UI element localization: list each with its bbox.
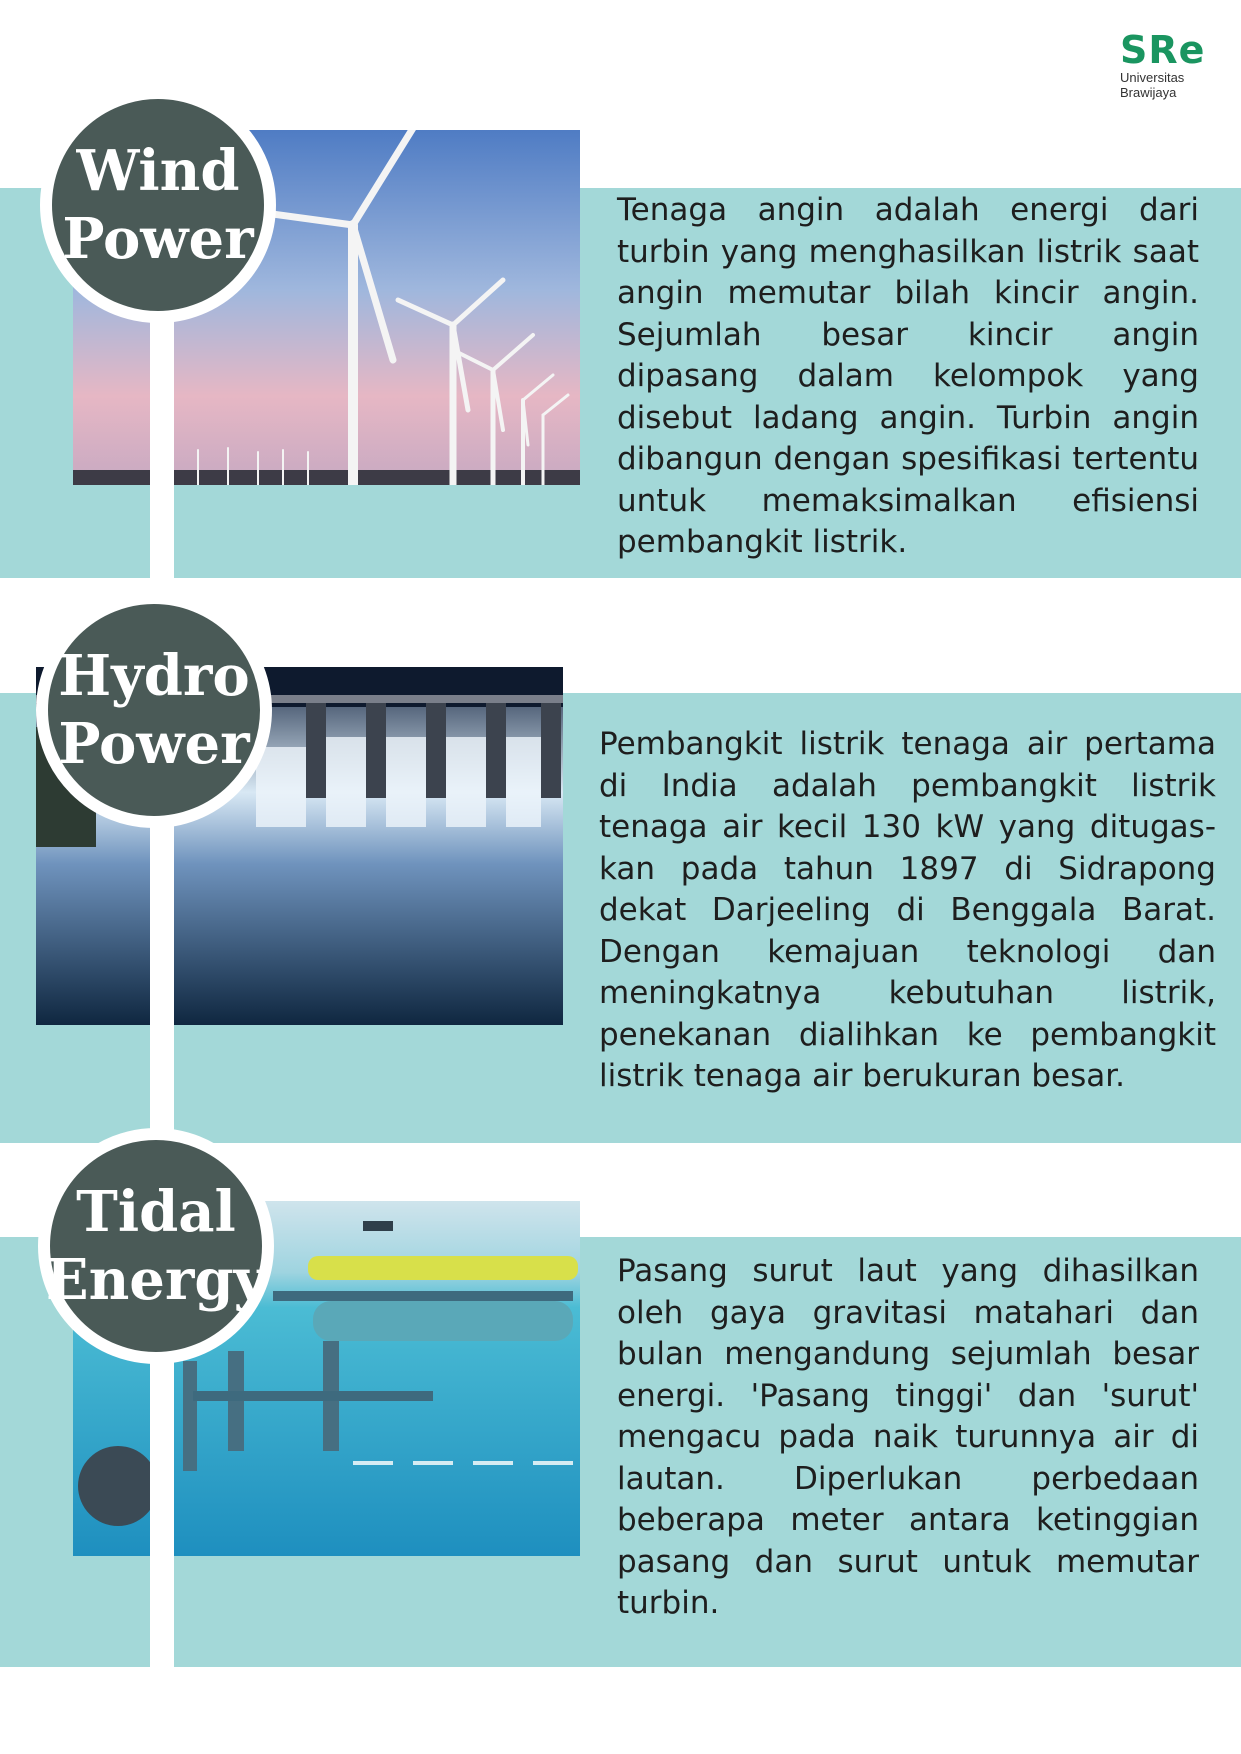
tidal-title-circle [38,1128,274,1364]
logo-line-1: Universitas [1120,70,1185,85]
logo-mark: SRe [1120,28,1206,72]
hydro-title-line-1: Hydro [58,643,250,709]
timeline-stem [150,270,174,1685]
hydro-title-circle [36,592,272,828]
wind-title-line-1: Wind [76,138,240,204]
wind-title-line-2: Power [62,206,254,272]
logo-line-2: Brawijaya [1120,85,1177,100]
tidal-title-line-1: Tidal [76,1179,236,1245]
hydro-description: Pembangkit listrik tenaga air pertama di India adalah pembangkit listrik tenaga air kecil 130 kW yang ditugaskan pada tahun 1897 di Sidrapong dekat Darjeeling di Benggala Barat. Dengan kemajuan teknologi dan meningkatnya kebutuhan listrik, penekanan dialihkan ke pembangkit listrik tenaga air berukuran besar. [599,726,1216,1094]
sre-logo [1120,30,1220,100]
tidal-description: Pasang surut laut yang dihasilkan oleh gaya gravitasi matahari dan bulan mengandung sejumlah besar energi. 'Pasang tinggi' dan 'surut' mengacu pada naik turunnya air di lautan. Diperlukan perbedaan beberapa meter antara ketinggian pasang dan surut untuk memutar turbin. [617,1253,1199,1621]
wind-description: Tenaga angin adalah energi dari turbin yang menghasilkan listrik saat angin memutar bilah kincir angin. Sejumlah besar kincir angin dipasang dalam kelompok yang disebut ladang angin. Turbin angin dibangun dengan spesifikasi tertentu untuk memaksimalkan efisiensi pembangkit listrik. [617,192,1199,560]
wind-title-circle [40,87,276,323]
tidal-title-line-2: Energy [45,1247,267,1313]
hydro-title-line-2: Power [58,711,250,777]
